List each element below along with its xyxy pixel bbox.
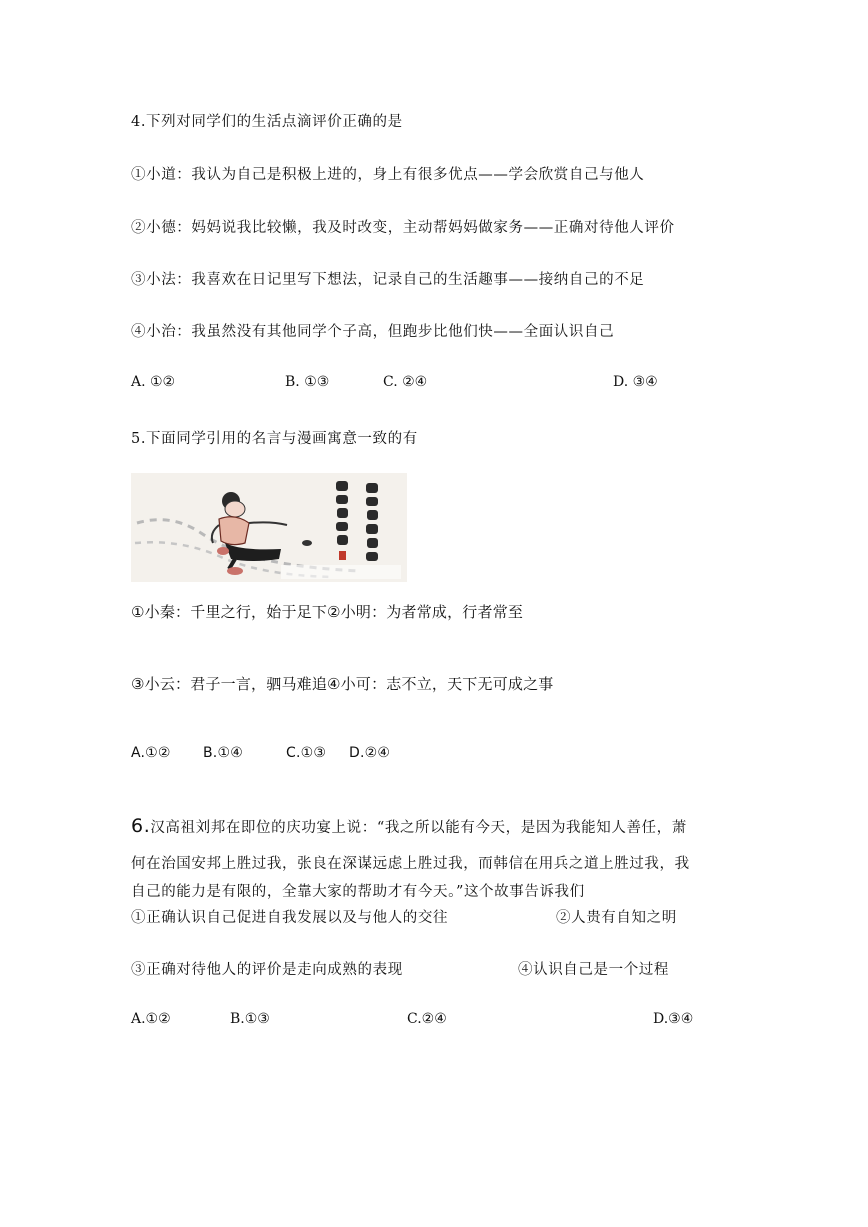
q5-option-c: C.①③ bbox=[286, 745, 327, 761]
q6-stem-line-1 bbox=[131, 815, 687, 837]
q5-item-1: ①小秦：千里之行，始于足下②小明：为者常成，行者常至 bbox=[131, 603, 524, 621]
q6-number: 6. bbox=[131, 815, 151, 837]
q4-item-3: ③小法：我喜欢在日记里写下想法，记录自己的生活趣事——接纳自己的不足 bbox=[131, 272, 645, 288]
q5-option-b: B.①④ bbox=[203, 745, 243, 761]
q5-stem: 5.下面同学引用的名言与漫画寓意一致的有 bbox=[131, 431, 418, 447]
q6-option-c: C.②④ bbox=[407, 1011, 447, 1027]
q6-stem-line-2: 何在治国安邦上胜过我，张良在深谋远虑上胜过我，而韩信在用兵之道上胜过我，我 bbox=[131, 856, 690, 872]
q4-stem: 4.下列对同学们的生活点滴评价正确的是 bbox=[131, 114, 403, 130]
q5-option-a: A.①② bbox=[131, 745, 171, 761]
q5-item-2: ③小云：君子一言，驷马难追④小可：志不立，天下无可成之事 bbox=[131, 675, 554, 693]
q4-option-d: D. ③④ bbox=[613, 374, 658, 390]
q4-item-2: ②小德：妈妈说我比较懒，我及时改变，主动帮妈妈做家务——正确对待他人评价 bbox=[131, 220, 675, 236]
q4-option-c: C. ②④ bbox=[383, 374, 428, 390]
q4-option-b: B. ①③ bbox=[285, 374, 330, 390]
q4-option-a: A. ①② bbox=[131, 374, 176, 390]
q6-item-4: ④认识自己是一个过程 bbox=[518, 962, 669, 978]
q6-option-d: D.③④ bbox=[653, 1011, 694, 1027]
q6-option-b: B.①③ bbox=[230, 1011, 270, 1027]
q5-cartoon-image bbox=[131, 473, 407, 582]
q4-item-1: ①小道：我认为自己是积极上进的，身上有很多优点——学会欣赏自己与他人 bbox=[131, 167, 645, 183]
q5-option-d: D.②④ bbox=[349, 745, 391, 761]
q6-item-1: ①正确认识自己促进自我发展以及与他人的交往 bbox=[131, 910, 449, 926]
q4-item-4: ④小治：我虽然没有其他同学个子高，但跑步比他们快——全面认识自己 bbox=[131, 324, 615, 340]
q6-item-2: ②人贵有自知之明 bbox=[556, 910, 677, 926]
q6-option-a: A.①② bbox=[131, 1011, 171, 1027]
q6-item-3: ③正确对待他人的评价是走向成熟的表现 bbox=[131, 962, 403, 978]
q6-stem-line-3: 自己的能力是有限的，全靠大家的帮助才有今天。”这个故事告诉我们 bbox=[131, 884, 585, 900]
q6-stem-text-1: 汉高祖刘邦在即位的庆功宴上说：“我之所以能有今天，是因为我能知人善任，萧 bbox=[150, 820, 687, 836]
